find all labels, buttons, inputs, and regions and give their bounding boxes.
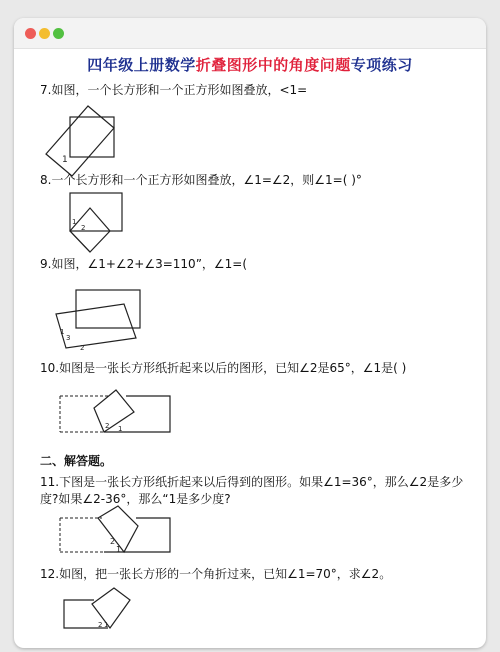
section-heading: 二、解答题。 [40, 454, 113, 468]
q8-rectangle [70, 193, 122, 231]
close-window-button[interactable] [25, 28, 36, 39]
page-title [14, 54, 486, 75]
q12-angle-1-label: 1 [104, 621, 109, 629]
q9-angle-2-label: 2 [80, 344, 85, 352]
window-titlebar [14, 18, 486, 49]
q8-angle-1-label: 1 [72, 218, 77, 226]
q10-angle-1-label: 1 [118, 425, 123, 433]
q11-angle-1-label: 1 [116, 545, 122, 554]
question-11-text: 11.下图是一张长方形纸折起来以后得到的图形。如果∠1=36°，那么∠2是多少度?如果∠2-36°，那么“1是多少度? [40, 475, 464, 506]
question-10-figure [60, 384, 172, 456]
q8-fold-line [70, 231, 90, 252]
q12-angle-2-label: 2 [98, 621, 103, 629]
q7-angle-1-label: 1 [62, 155, 68, 165]
q10-angle-2-label: 2 [105, 422, 110, 430]
question-12-text: 12.如图，把一张长方形的一个角折过来，已知∠1=70°，求∠2。 [40, 567, 392, 581]
question-7-text: 7.如图，一个长方形和一个正方形如图叠放，<1= [40, 83, 308, 97]
question-8-text: 8.一个长方形和一个正方形如图叠放，∠1=∠2，则∠1=( )° [40, 173, 362, 187]
q8-square [70, 208, 110, 252]
question-7-figure [40, 100, 140, 180]
q10-rectangle [104, 396, 170, 432]
question-9-figure [40, 280, 150, 360]
title-part-2: 折叠图形中的角度问题 [195, 56, 351, 74]
q9-angle-3-label: 3 [66, 334, 71, 342]
question-12-figure [58, 586, 148, 648]
question-9-text: 9.如图，∠1+∠2+∠3=110”，∠1=( [40, 257, 248, 271]
zoom-window-button[interactable] [53, 28, 64, 39]
q11-rectangle [104, 518, 170, 552]
q11-angle-2-label: 2 [110, 537, 116, 546]
q8-angle-2-label: 2 [81, 224, 86, 232]
title-part-1: 四年级上册数学 [87, 56, 196, 74]
minimize-window-button[interactable] [39, 28, 50, 39]
document-window [14, 18, 486, 648]
title-part-3: 专项练习 [350, 56, 413, 74]
q9-angle-1-label: 1 [60, 328, 65, 336]
question-10-text: 10.如图是一张长方形纸折起来以后的图形，已知∠2是65°，∠1是( ) [40, 361, 407, 375]
